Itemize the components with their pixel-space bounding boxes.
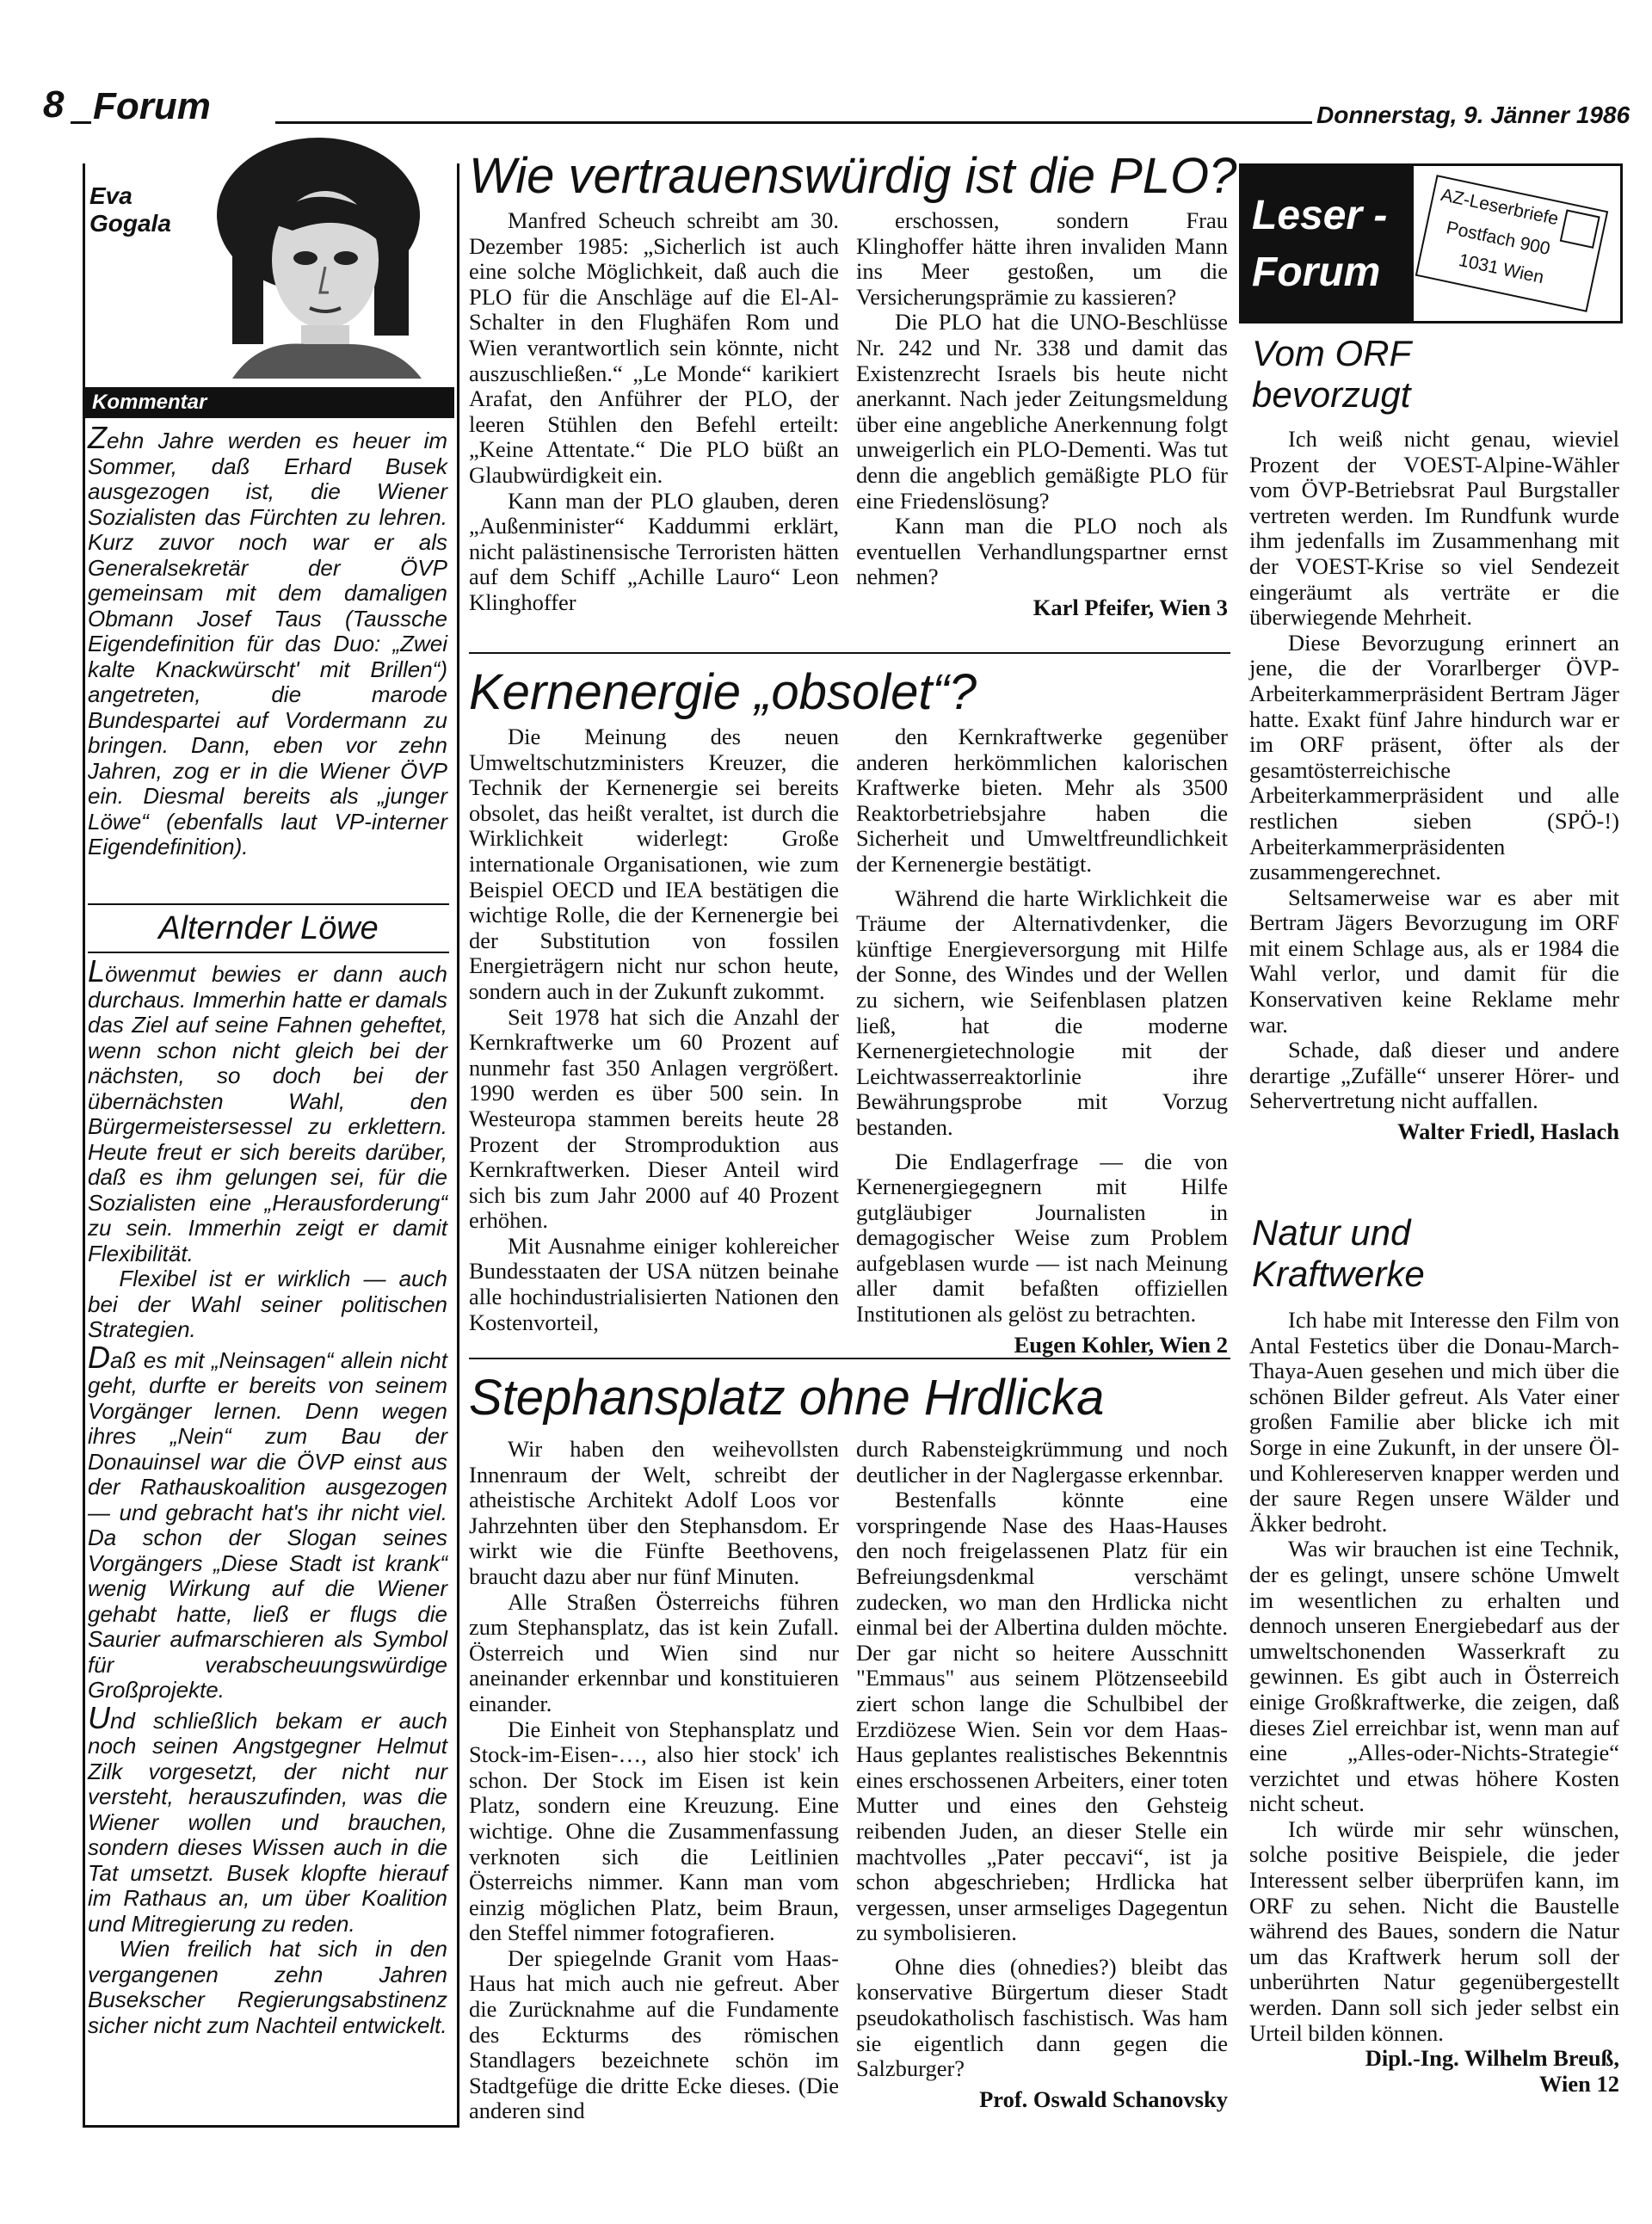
kommentar-intro: Zehn Jahre werden es heuer im Sommer, daß Erhard Busek ausgezogen ist, die Wiener Sozialisten das Fürchten zu lehren. Kurz zuvor noch war er als Generalsekretär der ÖVP gemeinsam mit dem damaligen Obmann Josef Taus (Taussche Eigendefinition für das Duo: „Zwei kalte Knackwürscht' mit Brillen“) angetreten, die marode Bundespartei auf Vordermann zu bringen. Dann, eben vor zehn Jahren, zog er in die Wiener ÖVP ein. Diesmal bereits als „junger Löwe“ (ebenfalls laut VP-interner Eigendefinition). (88, 420, 447, 859)
leserforum-title-bg (1242, 166, 1414, 321)
issue-date: Donnerstag, 9. Jänner 1986 (1316, 102, 1630, 128)
masthead-rule-short (71, 121, 91, 124)
stamp-line: Postfach 900 (1444, 218, 1552, 260)
divider (469, 652, 1230, 654)
signature: Dipl.-Ing. Wilhelm Breuß, (1365, 2045, 1619, 2072)
headline-stephansplatz: Stephansplatz ohne Hrdlicka (469, 1370, 1105, 1426)
mail-stamp (1415, 175, 1608, 312)
author-last-name: Gogala (89, 210, 171, 237)
section-title: Forum (93, 85, 211, 127)
stamp-line: 1031 Wien (1457, 250, 1546, 288)
headline-orf-line1: Vom ORF (1252, 333, 1412, 373)
kommentar-subhead-rule-top (88, 903, 449, 905)
leserforum-title-line1: Leser - (1252, 193, 1388, 238)
plo-col-1: Manfred Scheuch schreibt am 30. Dezember 1985: „Sicherlich ist auch eine solche Möglichkeit, daß auch die PLO für die Anschläge auf die El-Al-Schalter in den Flughäfen Rom und Wien verantwortlich sein könnte, nicht auszuschließen.“ „Le Monde“ karikiert Arafat, den Anführer der PLO, der leeren Stühlen den Befehl erteilt: „Keine Attentate.“ Die PLO büßt an Glaubwürdigkeit ein. Kann man der PLO glauben, deren „Außenminister“ Kaddummi erklärt, nicht palästinensische Terroristen hätten auf dem Schiff „Achille Lauro“ Leon Klinghoffer (469, 207, 839, 615)
kommentar-label: Kommentar (92, 391, 207, 414)
steph-col-2: durch Rabensteigkrümmung und noch deutlicher in der Naglergasse erkennbar. Bestenfalls könnte eine vorspringende Nase des Haas-Hauses den noch freigelassenen Platz für ein Befreiungsdenkmal verschämt zudecken, wo man den Hrdlicka nicht einmal bei der Albertina dulden möchte. Der gar nicht so heitere Ausschnitt "Emmaus" aus seinem Plötzenseebild ziert schon lange die Schulbibel der Erzdiözese Wien. Sein vor dem Haas-Haus geplantes realistisches Bekenntnis eines erschossenen Arbeiters, einer toten Mutter und eines den Gehsteig reibenden Juden, an dieser Stelle ein machtvolles „Pater peccavi“, ist ja schon abgeschrieben; Hrdlicka hat vergessen, unser armseliges Dagegentun zu symbolisieren. Ohne dies (ohnedies?) bleibt das konservative Bürgertum dieser Stadt pseudokatholisch faschistisch. Was ham sie eigentlich dann gegen die Salzburger? Prof. Oswald Schanovsky (856, 1436, 1228, 2112)
stamp-box (1560, 209, 1600, 248)
plo-col-2: erschossen, sondern Frau Klinghoffer hätte ihren invaliden Mann ins Meer gestoßen, um die Versicherungsprämie zu kassieren? Die PLO hat die UNO-Beschlüsse Nr. 242 und Nr. 338 und damit das Existenzrecht Israels bis heute nicht anerkannt. Nach jeder Zeitungsmeldung über eine angebliche Anerkennung folgt unweigerlich ein PLO-Dementi. Was tut denn die angeblich gemäßigte PLO für eine Friedenslösung? Kann man die PLO noch als eventuellen Verhandlungspartner ernst nehmen? Karl Pfeifer, Wien 3 (856, 207, 1228, 620)
leserforum-title-line2: Forum (1252, 250, 1381, 295)
signature: Walter Friedl, Haslach (1397, 1118, 1619, 1145)
headline-orf-line2: bevorzugt (1252, 374, 1411, 415)
kommentar-label-bar (85, 387, 454, 418)
signature: Eugen Kohler, Wien 2 (1014, 1331, 1228, 1358)
headline-kernenergie: Kernenergie „obsolet“? (469, 664, 977, 720)
headline-natur-line2: Kraftwerke (1252, 1254, 1425, 1294)
signature: Karl Pfeifer, Wien 3 (1032, 594, 1228, 620)
masthead-rule (275, 121, 1312, 124)
leserforum-banner (1239, 163, 1623, 323)
author-first-name: Eva (89, 182, 133, 209)
divider (469, 1358, 1230, 1359)
natur-letter: Ich habe mit Interesse den Film von Antal Festetics über die Donau-March-Thaya-Auen gesehen und mich über die schönen Bilder gefreut. Als Vater einer großen Familie aber blicke ich mit Sorge in eine Zukunft, in der unsere Öl- und Kohlereserven knapper werden und der saure Regen unsere Wälder und Äkker bedroht. Was wir brauchen ist eine Technik, der es gelingt, unsere schöne Umwelt im wesentlichen zu erhalten und dennoch unseren Energiebedarf aus der umweltschonenden Wasserkraft zu gewinnen. Es gibt auch in Österreich einige Großkraftwerke, die zeigen, daß dieses Ziel erreichbar ist, wenn man auf eine „Alles-oder-Nichts-Strategie“ verzichtet und etwas höhere Kosten nicht scheut. Ich würde mir sehr wünschen, solche positive Beispiele, die jeder Interessent selber überprüfen kann, im ORF zu sehen. Nicht die Baustelle während des Baues, sondern die Natur um das Kraftwerk herum soll der unberührten Natur gegenübergestellt werden. Dann soll sich jeder selbst ein Urteil bilden können. Dipl.-Ing. Wilhelm Breuß, Wien 12 (1249, 1307, 1619, 2097)
signature: Prof. Oswald Schanovsky (979, 2085, 1228, 2112)
headline-plo: Wie vertrauenswürdig ist die PLO? (469, 148, 1237, 204)
page-number: 8 (43, 83, 65, 126)
kommentar-body: Löwenmut bewies er dann auch durchaus. Immerhin hatte er damals das Ziel auf seine Fahnen geheftet, wenn schon nicht gleich bei der nächsten, so doch bei der übernächsten Wahl, den Bürgermeistersessel zu erklettern. Heute freut er sich bereits darüber, daß es ihm gelungen sei, für die Sozialisten eine „Herausforderung“ zu sein. Immerhin zeigt er damit Flexibilität. Flexibel ist er wirklich — auch bei der Wahl seiner politischen Strategien. Daß es mit „Neinsagen“ allein nicht geht, durfte er bereits von seinem Vorgänger lernen. Denn wegen ihres „Nein“ zum Bau der Donauinsel war die ÖVP einst aus der Rathauskoalition ausgezogen — und gebracht hat's ihr nicht viel. Da schon der Slogan seines Vorgängers „Diese Stadt ist krank“ wenig Wirkung auf die Wiener gehabt hatte, ließ er flugs die Saurier aufmarschieren als Symbol für verabscheuungswürdige Großprojekte. Und schließlich bekam er auch noch seinen Angstgegner Helmut Zilk vorgesetzt, der nicht nur versteht, herauszufinden, was die Wiener wollen und brauchen, sondern dieses Wissen auch in die Tat umsetzt. Busek klopfte hierauf im Rathaus an, um über Koalition und Mitregierung zu reden. Wien freilich hat sich in den vergangenen zehn Jahren Busekscher Regierungsabstinenz sicher nicht zum Nachteil entwickelt. (88, 953, 447, 2038)
steph-col-1: Wir haben den weihevollsten Innenraum der Welt, schreibt der atheistische Architekt Adolf Loos vor Jahrzehnten über den Stephansdom. Er wirkt wie die Fünfte Beethovens, braucht dazu aber nur fünf Minuten. Alle Straßen Österreichs führen zum Stephansplatz, das ist kein Zufall. Österreich und Wien sind nur aneinander erkennbar und konstituieren einander. Die Einheit von Stephansplatz und Stock-im-Eisen-…, also hier stock' ich schon. Der Stock im Eisen ist kein Platz, sondern eine Kreuzung. Eine wichtige. Ohne die Zusammenfassung verknoten sich die Leitlinien Österreichs nimmer. Kann man vom einzig möglichen Platz, beim Braun, den Steffel nimmer fotografieren. Der spiegelnde Granit vom Haas-Haus hat mich auch nie gefreut. Aber die Zurücknahme auf die Fundamente des Eckturms des römischen Standlagers bezeichnete schön im Stadtgefüge die dritte Ecke dieses. (Die anderen sind (469, 1436, 839, 2124)
dropcap: Z (88, 420, 107, 455)
kern-col-2: den Kernkraftwerke gegenüber anderen herkömmlichen kalorischen Kraftwerke bieten. Mehr als 3500 Reaktorbetriebsjahre haben die Sicherheit und Umweltfreundlichkeit der Kernenergie bestätigt. Während die harte Wirklichkeit die Träume der Alternativdenker, die künftige Energieversorgung mit Hilfe der Sonne, des Windes und der Wellen zu sichern, wie Seifenblasen platzen ließ, hat die moderne Kernenergietechnologie mit der Leichtwasserreaktorlinie ihre Bewährungsprobe mit Vorzug bestanden. Die Endlagerfrage — die von Kernenergiegegnern mit Hilfe gutgläubiger Journalisten in demagogischer Weise zum Problem aufgeblasen wurde — ist nach Meinung aller damit befaßten offiziellen Institutionen als gelöst zu betrachten. Eugen Kohler, Wien 2 (856, 724, 1228, 1358)
stamp-line: AZ-Leserbriefe (1439, 184, 1561, 230)
signature: Wien 12 (1538, 2070, 1619, 2097)
kommentar-subhead-rule-bottom (88, 952, 449, 953)
headline-natur-line1: Natur und (1252, 1212, 1411, 1253)
kern-col-1: Die Meinung des neuen Umweltschutzministers Kreuzer, die Technik der Kernenergie sei bereits obsolet, das heißt veraltet, ist durch die Wirklichkeit widerlegt: Große internationale Organisationen, wie zum Beispiel OECD und IEA bestätigen die wichtige Rolle, die der Kernenergie bei der Substitution von fossilen Energieträgern nicht nur schon heute, sondern auch in der Zukunft zukommt. Seit 1978 hat sich die Anzahl der Kernkraftwerke um 60 Prozent auf nunmehr fast 350 Anlagen vergrößert. 1990 werden es über 500 sein. In Westeuropa stammen bereits heute 28 Prozent der Stromproduktion aus Kernkraftwerken. Dieser Anteil wird sich bis zum Jahr 2000 auf 40 Prozent erhöhen. Mit Ausnahme einiger kohlereicher Bundesstaaten der USA nützen beinahe alle hochindustrialisierten Nationen den Kostenvorteil, (469, 724, 839, 1335)
author-portrait (198, 129, 447, 379)
orf-letter: Ich weiß nicht genau, wieviel Prozent der VOEST-Alpine-Wähler vom ÖVP-Betriebsrat Paul Burgstaller vertreten werden. Im Rundfunk wurde ihm jedenfalls im Zusammenhang mit der VOEST-Krise so viel Sendezeit eingeräumt als verträte er die überwiegende Mehrheit. Diese Bevorzugung erinnert an jene, die der Vorarlberger ÖVP-Arbeiterkammerpräsident Bertram Jäger hatte. Exakt fünf Jahre hindurch war er im ORF präsent, öfter als der gesamtösterreichische Arbeiterkammerpräsident und alle restlichen sieben (SPÖ-!) Arbeiterkammerpräsidenten zusammengerechnet. Seltsamerweise war es aber mit Bertram Jägers Bevorzugung im ORF mit einem Schlage aus, als er 1984 die Wahl verlor, und damit für die Konservativen keine Reklame mehr war. Schade, daß dieser und andere derartige „Zufälle“ unserer Hörer- und Sehervertretung nicht auffallen. Walter Friedl, Haslach (1249, 426, 1619, 1145)
kommentar-subhead: Alternder Löwe (158, 910, 379, 946)
